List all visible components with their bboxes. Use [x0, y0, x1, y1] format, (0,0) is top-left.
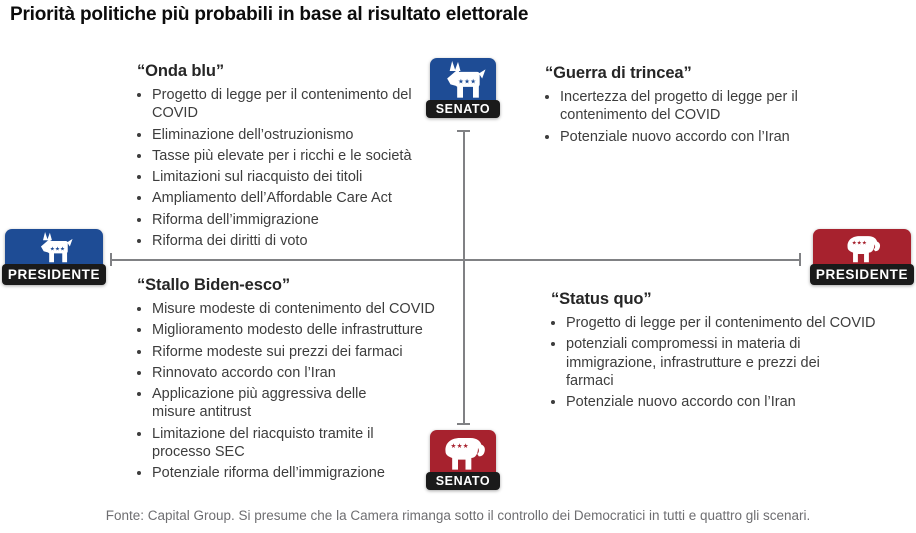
quadrant-heading: “Status quo”	[551, 290, 652, 308]
bullet-item: • Rinnovato accordo con l’Iran	[152, 364, 459, 382]
elephant-stars: ★ ★ ★	[851, 239, 867, 246]
axis-end-cap-right	[799, 253, 801, 266]
quadrant-stallo-biden-esco	[137, 276, 459, 485]
vertical-axis-line	[463, 131, 465, 424]
quadrant-heading: “Stallo Biden-esco”	[137, 276, 291, 294]
quadrant-guerra-di-trincea	[545, 64, 853, 149]
bullet-item: • Riforma dei diritti di voto	[152, 232, 455, 250]
bullet-item: • Miglioramento modesto delle infrastrutture	[152, 321, 459, 339]
bullet-item: • Applicazione più aggressiva delle misure antitrust	[152, 385, 387, 422]
axis-end-cap-top	[457, 130, 470, 132]
donkey-stars: ★ ★ ★	[49, 246, 65, 253]
bullet-list	[137, 86, 455, 250]
democrat-donkey-icon	[5, 229, 103, 267]
page-title: Priorità politiche più probabili in base al risultato elettorale	[10, 4, 529, 25]
bullet-item: • Potenziale riforma dell’immigrazione	[152, 464, 387, 482]
bullet-item: • Riforma dell’immigrazione	[152, 211, 455, 229]
bullet-item: • Progetto di legge per il contenimento del COVID	[566, 314, 903, 332]
president-republican-badge	[810, 229, 914, 285]
donkey-stars: ★ ★ ★	[458, 78, 476, 85]
president-right-label: PRESIDENTE	[810, 264, 914, 285]
quadrant-onda-blu	[137, 62, 455, 253]
senate-top-label: SENATO	[426, 100, 500, 118]
quadrant-heading: “Onda blu”	[137, 62, 224, 80]
bullet-item: • Eliminazione dell’ostruzionismo	[152, 126, 455, 144]
bullet-list	[545, 88, 853, 146]
axis-end-cap-left	[110, 253, 112, 266]
bullet-item: • Potenziale nuovo accordo con l’Iran	[566, 393, 903, 411]
bullet-item: • Limitazioni sul riacquisto dei titoli	[152, 168, 455, 186]
bullet-item: • Incertezza del progetto di legge per il contenimento del COVID	[560, 88, 853, 125]
bullet-item: • Potenziale nuovo accordo con l’Iran	[560, 128, 853, 146]
bullet-item: • Ampliamento dell’Affordable Care Act	[152, 189, 455, 207]
bullet-list	[137, 300, 459, 482]
elephant-stars: ★ ★ ★	[450, 442, 468, 450]
bullet-item: • Progetto di legge per il contenimento del COVID	[152, 86, 455, 123]
quadrant-status-quo	[551, 290, 903, 414]
horizontal-axis-line	[111, 259, 800, 261]
bullet-list	[551, 314, 903, 411]
president-left-label: PRESIDENTE	[2, 264, 106, 285]
bullet-item: • Limitazione del riacquisto tramite il processo SEC	[152, 425, 387, 462]
bullet-item: • Misure modeste di contenimento del COVID	[152, 300, 459, 318]
quadrant-heading: “Guerra di trincea”	[545, 64, 692, 82]
republican-elephant-icon	[813, 229, 911, 267]
source-note: Fonte: Capital Group. Si presume che la Camera rimanga sotto il controllo dei Democratici in tutti e quattro gli scenari.	[105, 508, 811, 523]
bullet-item: • potenziali compromessi in materia di immigrazione, infrastrutture e prezzi dei farmaci	[566, 335, 846, 390]
senate-bottom-label: SENATO	[426, 472, 500, 490]
president-democrat-badge	[2, 229, 106, 285]
bullet-item: • Riforme modeste sui prezzi dei farmaci	[152, 343, 459, 361]
bullet-item: • Tasse più elevate per i ricchi e le società	[152, 147, 455, 165]
